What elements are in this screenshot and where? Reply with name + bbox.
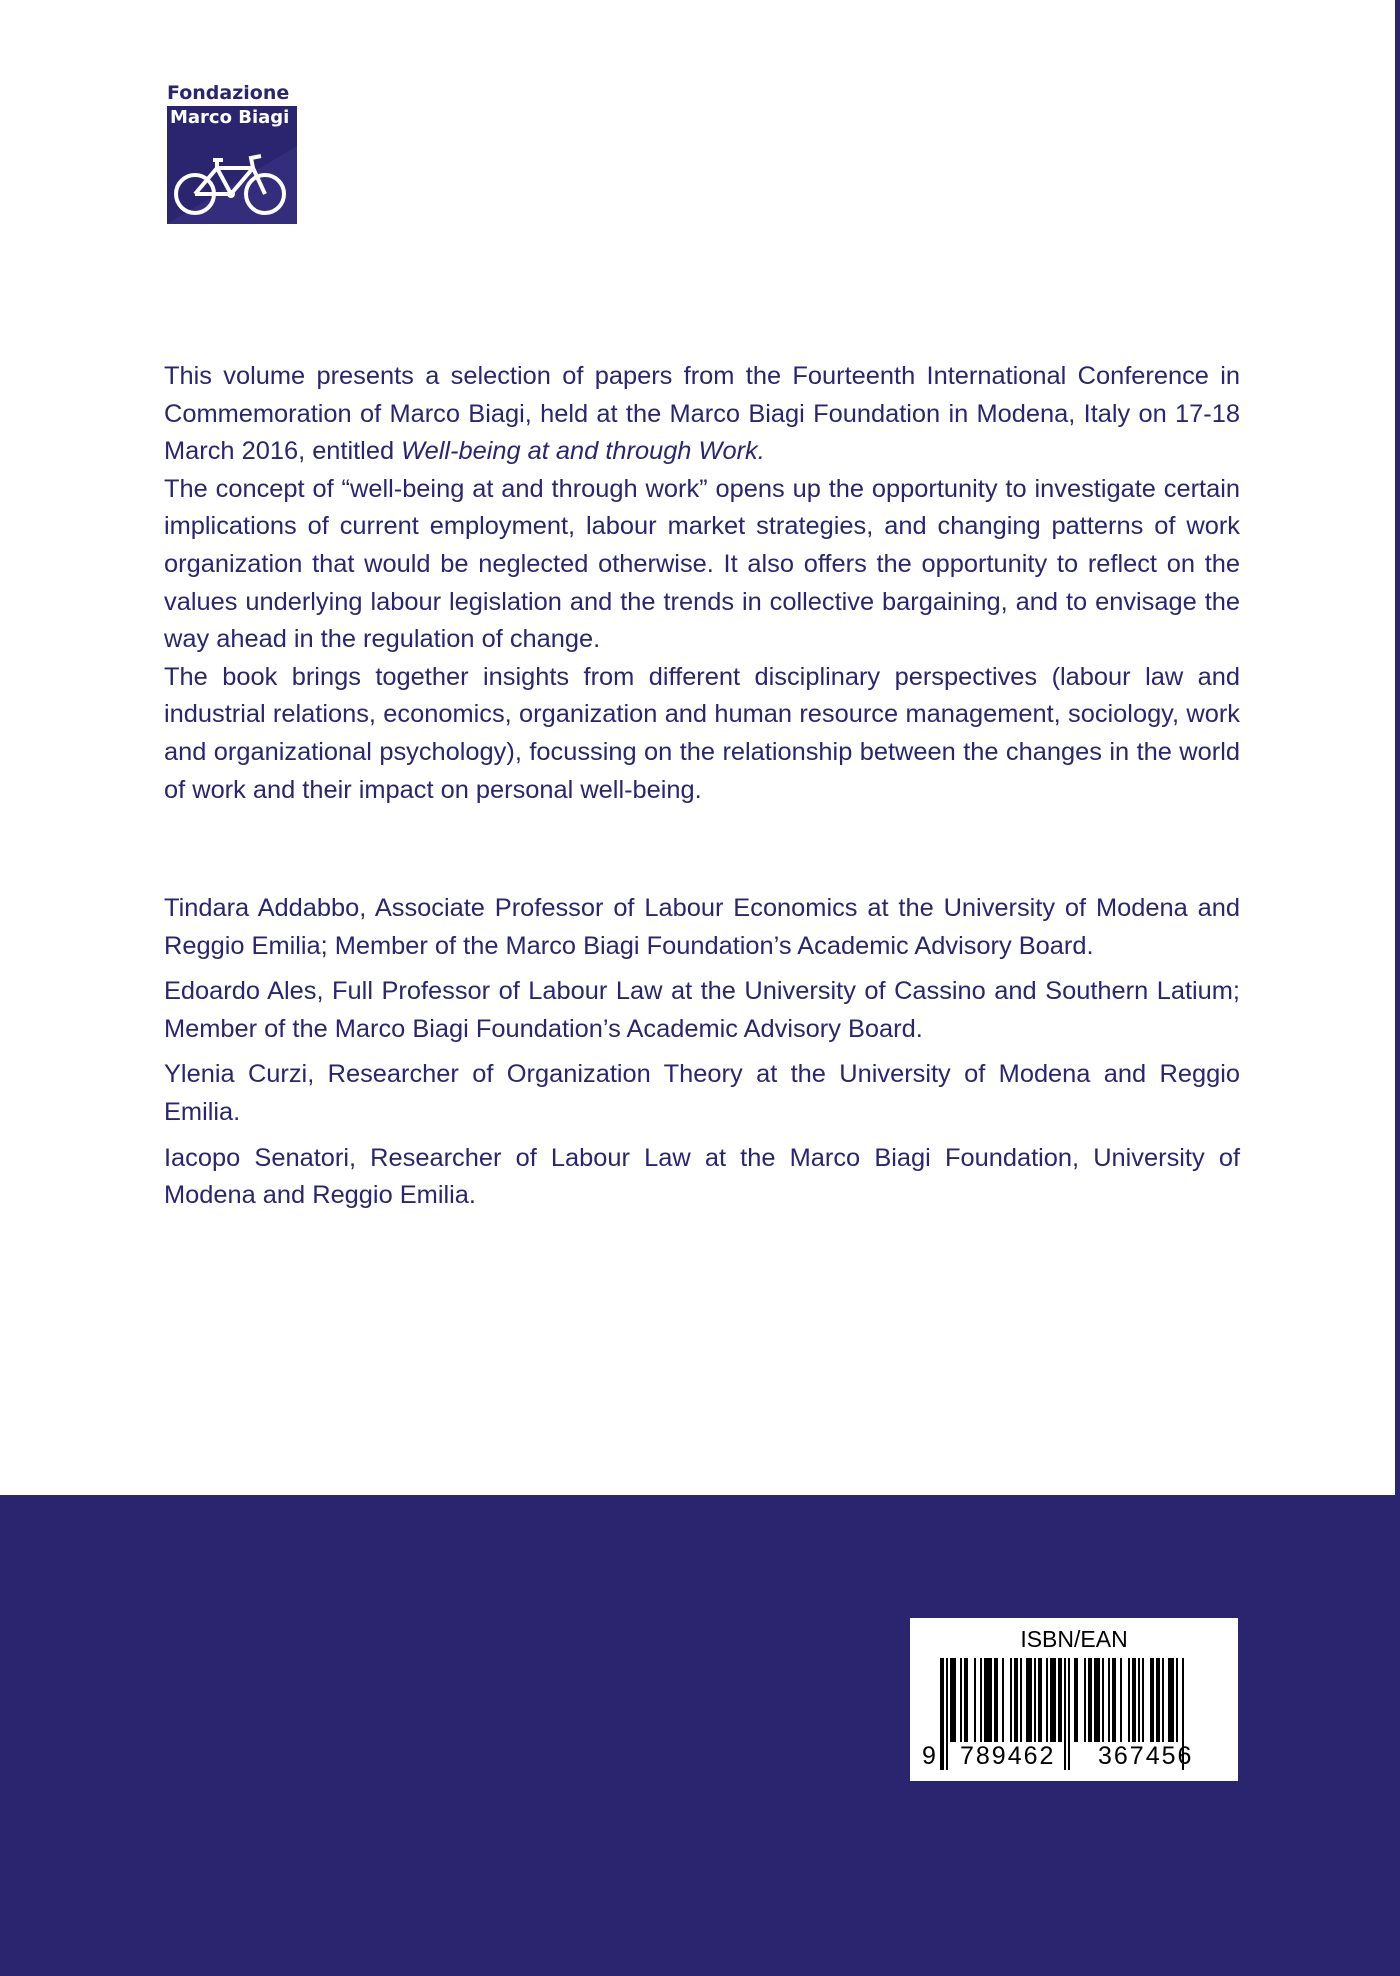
barcode-bar <box>1034 1658 1036 1742</box>
barcode-bar <box>1128 1658 1130 1742</box>
description-paragraph-2: The concept of “well-being at and through work” opens up the opportunity to investigate certain implications of current employment, labour market strategies, and changing patterns of work organization that would be neglected otherwise. It also offers the opportunity to reflect on the values underlying labour legislation and the trends in collective bargaining, and to envisage the way ahead in the regulation of change. <box>164 474 1240 654</box>
barcode-bar <box>1020 1658 1022 1742</box>
barcode-bar <box>1026 1658 1032 1742</box>
barcode-bar <box>1010 1658 1012 1742</box>
description-p1-text: This volume presents a selection of papers from the Fourteenth International Conference in Commemoration of Marco Biagi, held at the Marco Biagi Foundation in Modena, Italy on 17-18 March 2016, entitled <box>164 362 1240 466</box>
barcode-bar <box>1058 1658 1062 1742</box>
barcode-bar <box>1138 1658 1140 1742</box>
barcode-bar <box>1156 1658 1160 1742</box>
barcode-bar <box>1120 1658 1122 1742</box>
barcode-bar <box>1038 1658 1042 1742</box>
description-paragraph-3: The book brings together insights from different disciplinary perspectives (labour law and industrial relations, economics, organization and human resource management, sociology, work and organizational psychology), focussing on the relationship between the changes in the world of work and their impact on personal well-being. <box>164 662 1240 804</box>
barcode-bar <box>1084 1658 1086 1742</box>
barcode-bar <box>1142 1658 1144 1742</box>
editor-bio: Edoardo Ales, Full Professor of Labour Law at the University of Cassino and Southern Latium; Member of the Marco Biagi Foundation’s Academic Advisory Board. <box>164 977 1240 1043</box>
barcode-bar <box>1108 1658 1110 1742</box>
barcode-bar <box>1014 1658 1018 1742</box>
barcode-bar <box>1074 1658 1078 1742</box>
barcode-bar <box>1068 1658 1070 1770</box>
barcode-bar <box>1168 1658 1174 1742</box>
foundation-logo <box>167 82 297 224</box>
isbn-label: ISBN/EAN <box>1020 1626 1128 1652</box>
barcode-bar <box>1162 1658 1164 1742</box>
logo-text-fondazione: Fondazione <box>167 82 290 104</box>
bicycle-icon <box>167 106 297 224</box>
barcode-bar <box>1150 1658 1154 1742</box>
logo-box <box>167 106 297 224</box>
barcode-bar <box>974 1658 976 1742</box>
barcode-bar <box>940 1658 944 1770</box>
barcode-bar <box>1050 1658 1056 1742</box>
barcode-bar <box>1102 1658 1104 1742</box>
book-description <box>164 358 1240 809</box>
barcode-bar <box>1176 1658 1178 1742</box>
cover-edge-strip <box>1395 0 1400 1495</box>
barcode-bar <box>980 1658 982 1742</box>
barcode-bar <box>1094 1658 1100 1742</box>
barcode-bar <box>1046 1658 1048 1742</box>
barcode-bar <box>1132 1658 1136 1742</box>
barcode-bar <box>950 1658 956 1742</box>
barcode-digits-right: 367456 <box>1098 1742 1194 1770</box>
barcode-bar <box>1064 1658 1066 1770</box>
editor-bio: Iacopo Senatori, Researcher of Labour Law at the Marco Biagi Foundation, University of Modena and Reggio Emilia. <box>164 1143 1240 1210</box>
editors-bios <box>164 890 1240 1223</box>
barcode-bar <box>1112 1658 1116 1742</box>
book-title: Well-being at and through Work. <box>401 437 765 466</box>
barcode-bar <box>946 1658 948 1770</box>
description-paragraph-1 <box>164 358 1240 471</box>
logo-text-marco-biagi: Marco Biagi <box>170 107 290 128</box>
editor-bio: Ylenia Curzi, Researcher of Organization Theory at the University of Modena and Reggio Emilia. <box>164 1060 1240 1126</box>
barcode-bar <box>1002 1658 1004 1742</box>
editor-bio: Tindara Addabbo, Associate Professor of Labour Economics at the University of Modena and Reggio Emilia; Member of the Marco Biagi Foundation’s Academic Advisory Board. <box>164 894 1240 960</box>
barcode-bar <box>984 1658 992 1742</box>
barcode-bar <box>994 1658 998 1742</box>
barcode-bar <box>960 1658 962 1742</box>
isbn-barcode <box>910 1618 1238 1781</box>
barcode-digits-left: 789462 <box>960 1742 1056 1770</box>
barcode-bar <box>1088 1658 1092 1742</box>
barcode-digit-first: 9 <box>922 1742 936 1770</box>
barcode-bar <box>964 1658 968 1742</box>
